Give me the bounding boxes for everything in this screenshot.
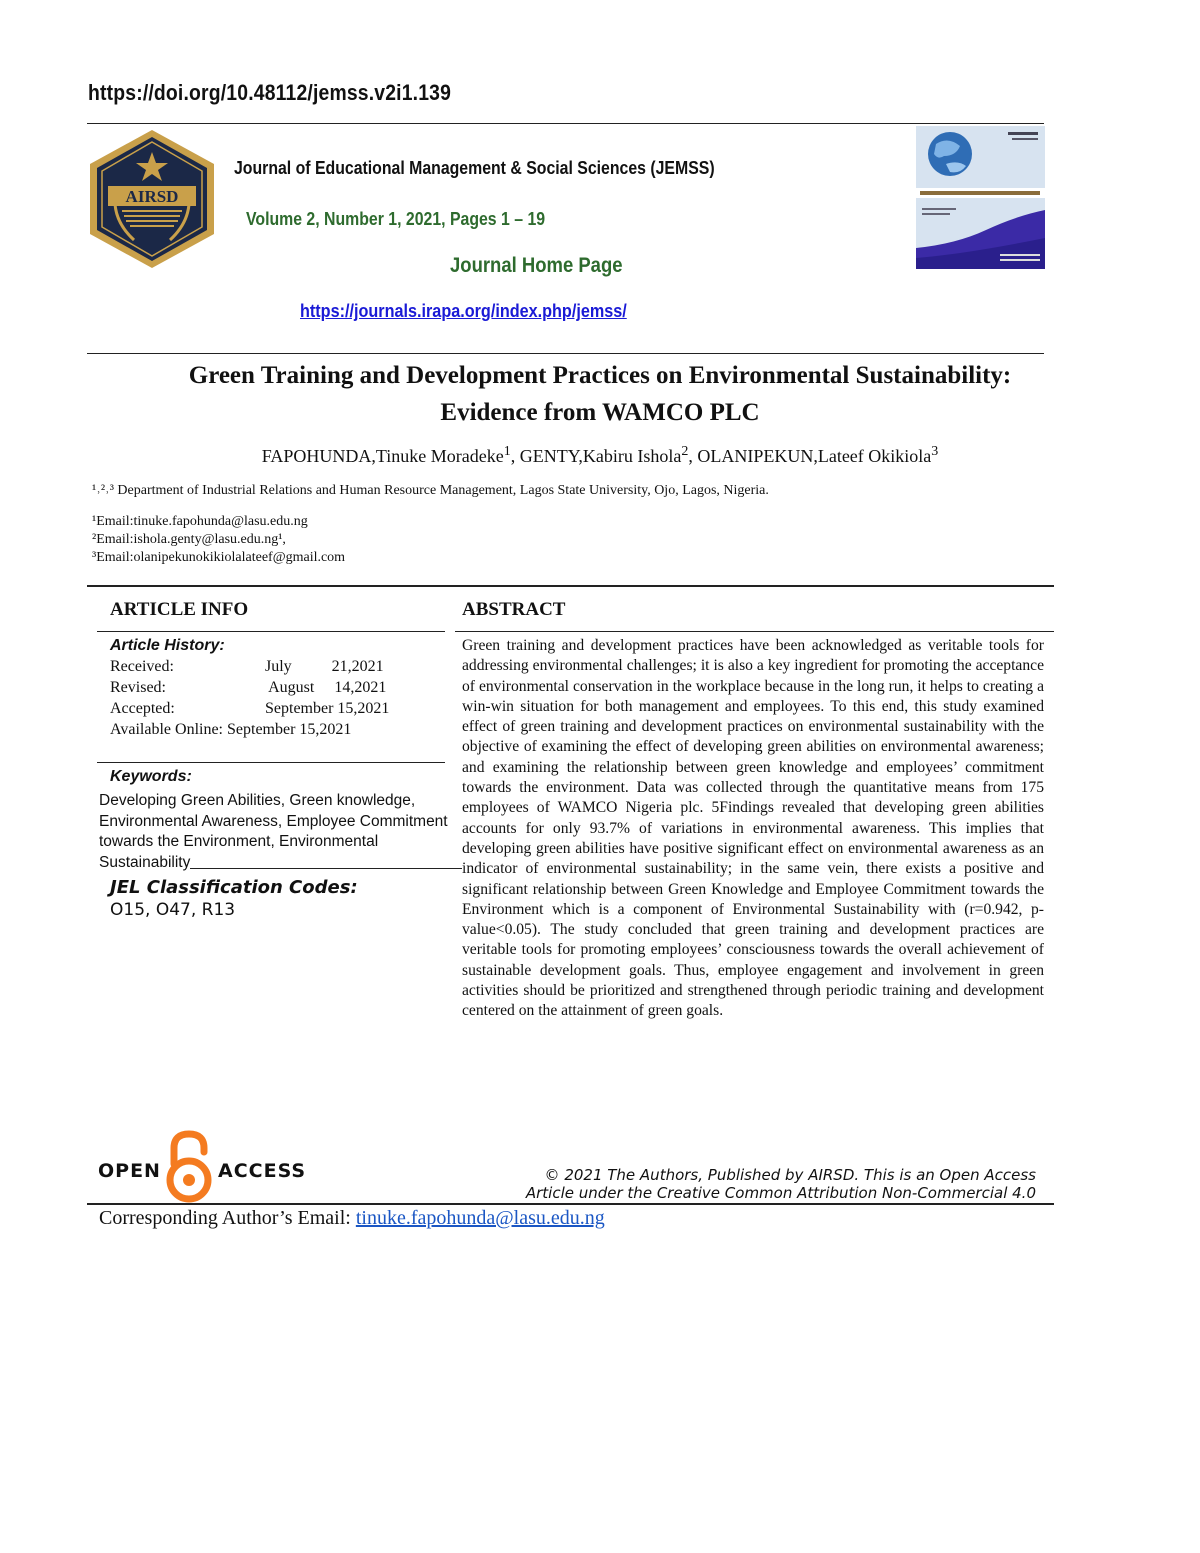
accepted-label: Accepted: (110, 700, 175, 717)
received-label: Received: (110, 658, 174, 675)
keywords-text: Developing Green Abilities, Green knowledge, Environmental Awareness, Employee Commitment towards the Environment, Environmental Sustainability (99, 792, 448, 871)
email-2[interactable]: ²Email:ishola.genty@lasu.edu.ng¹, (92, 532, 286, 547)
author-1: FAPOHUNDA,Tinuke Moradeke (261, 446, 504, 466)
abstract-heading: ABSTRACT (462, 599, 566, 620)
title-line-2: Evidence from WAMCO PLC (440, 399, 760, 426)
jel-label: JEL Classification Codes: (110, 877, 358, 898)
author-2: , GENTY,Kabiru Ishola (510, 446, 682, 466)
copyright-notice (470, 1166, 1036, 1202)
author-3-sup: 3 (931, 444, 939, 459)
history-received (110, 658, 384, 676)
author-2-sup: 2 (681, 444, 689, 459)
keywords-label: Keywords: (110, 768, 192, 785)
journal-cover-image (916, 126, 1045, 269)
airsd-logo (86, 128, 218, 270)
title-line-1: Green Training and Development Practices on Environmental Sustainability: (188, 362, 1012, 389)
keywords-divider (97, 762, 445, 763)
abstract-divider (455, 631, 1054, 632)
author-1-sup: 1 (503, 444, 511, 459)
history-available-online: Available Online: September 15,2021 (110, 721, 352, 738)
copyright-line-2: Article under the Creative Common Attribution Non-Commercial 4.0 (525, 1184, 1036, 1202)
author-list (100, 444, 1100, 467)
jel-codes: O15, O47, R13 (110, 900, 236, 920)
history-accepted (110, 700, 389, 718)
journal-home-link[interactable]: https://journals.irapa.org/index.php/jemss/ (300, 301, 627, 321)
volume-line: Volume 2, Number 1, 2021, Pages 1 – 19 (246, 209, 546, 229)
abstract-text: Green training and development practices have been acknowledged as veritable tools for addressing environmental challenges; it is also a key ingredient for promoting the acceptance of environmental conservation in the workplace because in the long run, it helps to creating a win-win situation for both management and employees. To this end, this study examined effect of green training and development practices on environmental sustainability with the objective of examining the effect of developing green abilities on environmental awareness; and examining the relationship between green knowledge and employees’ commitment towards the environment. Data was collected through the quantitative means from 175 employees of WAMCO Nigeria plc. 5Findings revealed that developing green abilities accounts for only 93.7% of variations in environmental awareness. This implies that developing green abilities have positive significant effect on environmental awareness as an indicator of environmental sustainability; in the same vein, there exists a positive and significant relationship between Green Knowledge and Employee Commitment towards the Environment which is a component of Environmental Sustainability with (r=0.942, p-value<0.05). The study concluded that green training and development practices are veritable tools for promoting employees’ consciousness towards the overall achievement of sustainable development goals. Thus, employee engagement and involvement in green activities should be prioritized and strengthened through periodic training and development centered on the attainment of green goals. (462, 637, 1044, 1020)
history-label: Article History: (110, 637, 225, 654)
article-info-heading: ARTICLE INFO (110, 599, 249, 620)
header-divider (87, 123, 1044, 124)
email-3[interactable]: ³Email:olanipekunokikiolalateef@gmail.com (92, 550, 346, 565)
info-top-divider (87, 585, 1054, 587)
logo-text: AIRSD (125, 187, 179, 206)
corresponding-label: Corresponding Author’s Email: (99, 1207, 356, 1229)
jel-divider (190, 868, 462, 869)
accepted-date: September 15,2021 (265, 700, 390, 717)
journal-home-label: Journal Home Page (450, 254, 623, 277)
history-revised (110, 679, 386, 697)
revised-label: Revised: (110, 679, 166, 696)
received-date: July 21,2021 (265, 658, 384, 675)
copyright-line-1: © 2021 The Authors, Published by AIRSD. This is an Open Access (544, 1166, 1036, 1184)
doi-link[interactable]: https://doi.org/10.48112/jemss.v2i1.139 (88, 80, 452, 105)
article-info-divider (97, 631, 445, 632)
revised-date: August 14,2021 (265, 679, 387, 696)
footer-divider (87, 1203, 1054, 1205)
access-label: ACCESS (218, 1160, 307, 1182)
open-label: OPEN (98, 1160, 161, 1182)
corresponding-email-link[interactable]: tinuke.fapohunda@lasu.edu.ng (355, 1207, 605, 1229)
title-divider (87, 353, 1044, 354)
affiliation: ¹˒²˒³ Department of Industrial Relations and Human Resource Management, Lagos State University, Ojo, Lagos, Nigeria. (92, 483, 769, 498)
journal-name: Journal of Educational Management & Social Sciences (JEMSS) (234, 158, 715, 178)
author-3: , OLANIPEKUN,Lateef Okikiola (688, 446, 932, 466)
open-access-lock-icon (164, 1130, 214, 1204)
article-title (100, 357, 1100, 431)
corresponding-author (99, 1207, 605, 1230)
email-1[interactable]: ¹Email:tinuke.fapohunda@lasu.edu.ng (92, 514, 308, 529)
